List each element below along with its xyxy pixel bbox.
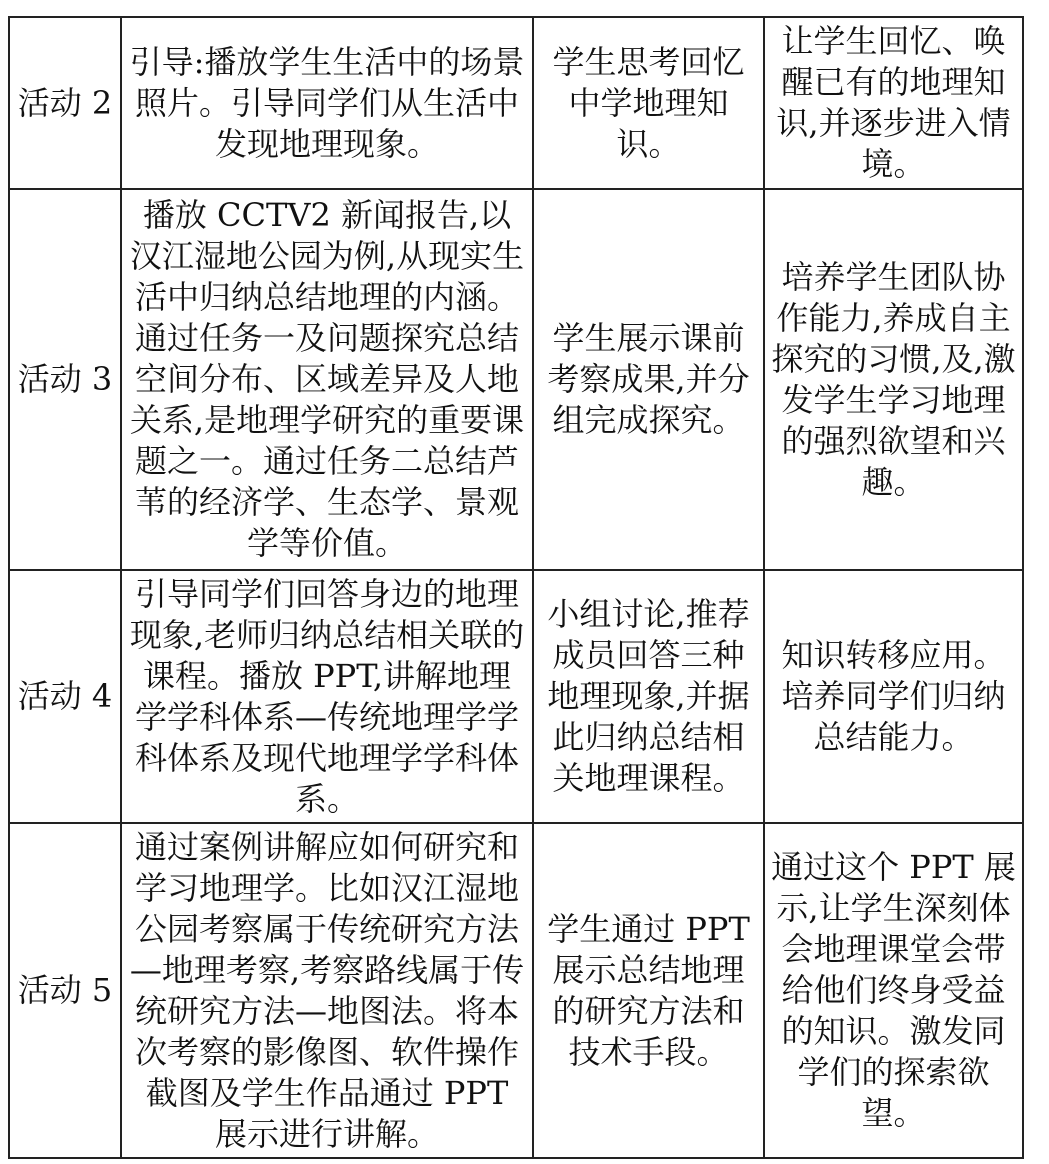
table-row [9, 570, 1023, 823]
teacher-activity-cell: 引导:播放学生生活中的场景照片。引导同学们从生活中发现地理现象。 [121, 17, 533, 189]
teacher-activity-cell: 播放 CCTV2 新闻报告,以汉江湿地公园为例,从现实生活中归纳总结地理的内涵。通过任务一及问题探究总结空间分布、区域差异及人地关系,是地理学研究的重要课题之一。通过任务二总结芦苇的经济学、生态学、景观学等价值。 [121, 189, 533, 570]
design-purpose-cell: 让学生回忆、唤醒已有的地理知识,并逐步进入情境。 [764, 17, 1023, 189]
activity-table-container [8, 16, 1022, 1159]
activity-cell: 活动 4 [9, 570, 121, 823]
student-activity-cell: 学生通过 PPT 展示总结地理的研究方法和技术手段。 [533, 823, 764, 1158]
student-activity-cell: 小组讨论,推荐成员回答三种地理现象,并据此归纳总结相关地理课程。 [533, 570, 764, 823]
teacher-activity-cell: 引导同学们回答身边的地理现象,老师归纳总结相关联的课程。播放 PPT,讲解地理学学科体系—传统地理学学科体系及现代地理学学科体系。 [121, 570, 533, 823]
teacher-activity-cell: 通过案例讲解应如何研究和学习地理学。比如汉江湿地公园考察属于传统研究方法—地理考察,考察路线属于传统研究方法—地图法。将本次考察的影像图、软件操作截图及学生作品通过 PPT 展示进行讲解。 [121, 823, 533, 1158]
activity-table [8, 16, 1024, 1159]
table-row [9, 17, 1023, 189]
design-purpose-cell: 通过这个 PPT 展示,让学生深刻体会地理课堂会带给他们终身受益的知识。激发同学们的探索欲望。 [764, 823, 1023, 1158]
table-row [9, 823, 1023, 1158]
design-purpose-cell: 培养学生团队协作能力,养成自主探究的习惯,及,激发学生学习地理的强烈欲望和兴趣。 [764, 189, 1023, 570]
student-activity-cell: 学生展示课前考察成果,并分组完成探究。 [533, 189, 764, 570]
activity-cell: 活动 2 [9, 17, 121, 189]
student-activity-cell: 学生思考回忆中学地理知识。 [533, 17, 764, 189]
activity-cell: 活动 5 [9, 823, 121, 1158]
design-purpose-cell: 知识转移应用。培养同学们归纳总结能力。 [764, 570, 1023, 823]
activity-cell: 活动 3 [9, 189, 121, 570]
table-row [9, 189, 1023, 570]
